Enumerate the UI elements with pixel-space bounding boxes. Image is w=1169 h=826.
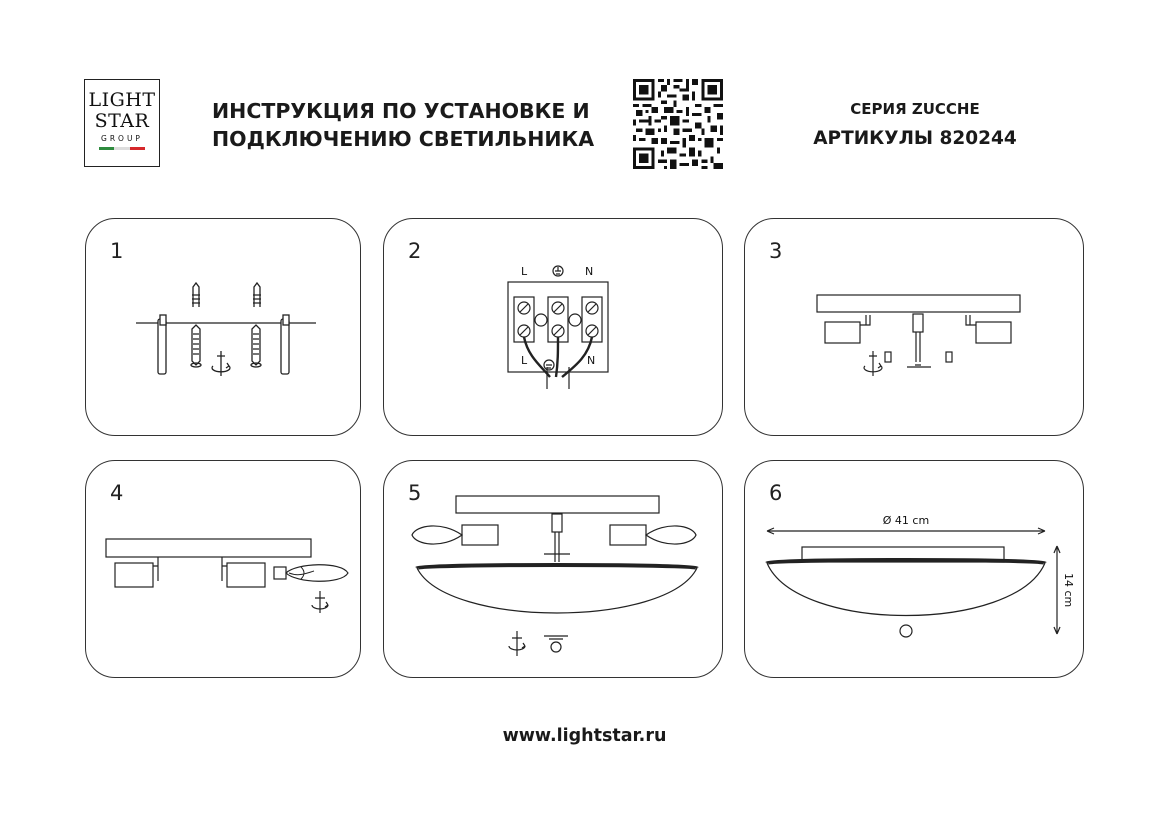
glass-shade-rim bbox=[417, 565, 697, 568]
rotate-screwdriver-icon bbox=[864, 351, 882, 376]
step-6-panel bbox=[744, 460, 1084, 678]
series-info bbox=[810, 98, 1020, 154]
step-number: 3 bbox=[769, 239, 783, 263]
height-label: 14 cm bbox=[1062, 573, 1075, 608]
step-number: 4 bbox=[110, 481, 124, 505]
step-number: 5 bbox=[408, 481, 422, 505]
anchor-right-icon bbox=[253, 283, 261, 307]
logo-text-light: LIGHT bbox=[88, 89, 156, 111]
base-mounting-diagram bbox=[745, 219, 1085, 437]
article-numbers: АРТИКУЛЫ 820244 bbox=[813, 128, 1017, 149]
width-dimension-line bbox=[767, 528, 1045, 534]
ceiling-base bbox=[106, 539, 311, 557]
wall-mounting-diagram bbox=[86, 219, 362, 437]
lamp-socket-right bbox=[976, 322, 1011, 343]
shade-install-diagram bbox=[384, 461, 724, 679]
qr-code-icon bbox=[633, 79, 723, 169]
logo-text-group: GROUP bbox=[101, 134, 143, 143]
screw-icon bbox=[885, 352, 891, 362]
glass-shade bbox=[767, 563, 1045, 616]
step-number: 6 bbox=[769, 481, 783, 505]
logo-flag bbox=[99, 147, 145, 150]
ceiling-base bbox=[456, 496, 659, 513]
rotate-screwdriver-icon bbox=[212, 351, 230, 376]
bulb-install-diagram bbox=[86, 461, 362, 679]
screw-left-icon bbox=[192, 325, 200, 365]
label-bottom-n: N bbox=[587, 354, 596, 367]
label-top-l: L bbox=[521, 265, 528, 278]
glass-shade bbox=[417, 568, 697, 613]
step-number: 1 bbox=[110, 239, 124, 263]
lamp-socket-left bbox=[825, 322, 860, 343]
bulb-right-icon bbox=[646, 526, 696, 544]
series-name: СЕРИЯ ZUCCHE bbox=[850, 100, 980, 118]
bulb-left-icon bbox=[412, 526, 462, 544]
label-top-n: N bbox=[585, 265, 594, 278]
brand-logo bbox=[84, 79, 160, 167]
website-url[interactable]: www.lightstar.ru bbox=[502, 726, 667, 746]
diameter-label: Ø 41 cm bbox=[882, 514, 930, 527]
step-5-panel bbox=[383, 460, 723, 678]
screw-icon bbox=[946, 352, 952, 362]
bulb-icon bbox=[274, 565, 348, 582]
logo-text-star: STAR bbox=[94, 110, 150, 132]
height-dimension-line bbox=[1054, 546, 1060, 634]
step-number: 2 bbox=[408, 239, 422, 263]
rotate-icon bbox=[509, 631, 525, 656]
title-line-1: ИНСТРУКЦИЯ ПО УСТАНОВКЕ И bbox=[212, 99, 590, 123]
wall-plug-left bbox=[158, 319, 166, 374]
page-title bbox=[212, 97, 594, 153]
wiring-diagram bbox=[384, 219, 724, 437]
step-3-panel bbox=[744, 218, 1084, 436]
step-4-panel bbox=[85, 460, 361, 678]
anchor-left-icon bbox=[192, 283, 200, 307]
screw-right-icon bbox=[252, 325, 260, 365]
wall-plug-right bbox=[281, 319, 289, 374]
lamp-socket-left bbox=[115, 563, 153, 587]
step-1-panel bbox=[85, 218, 361, 436]
label-bottom-l: L bbox=[521, 354, 528, 367]
rotate-bulb-icon bbox=[312, 591, 328, 613]
lamp-socket-right bbox=[227, 563, 265, 587]
dimensions-diagram bbox=[745, 461, 1085, 679]
ceiling-base bbox=[817, 295, 1020, 312]
step-2-panel bbox=[383, 218, 723, 436]
title-line-2: ПОДКЛЮЧЕНИЮ СВЕТИЛЬНИКА bbox=[212, 127, 595, 151]
